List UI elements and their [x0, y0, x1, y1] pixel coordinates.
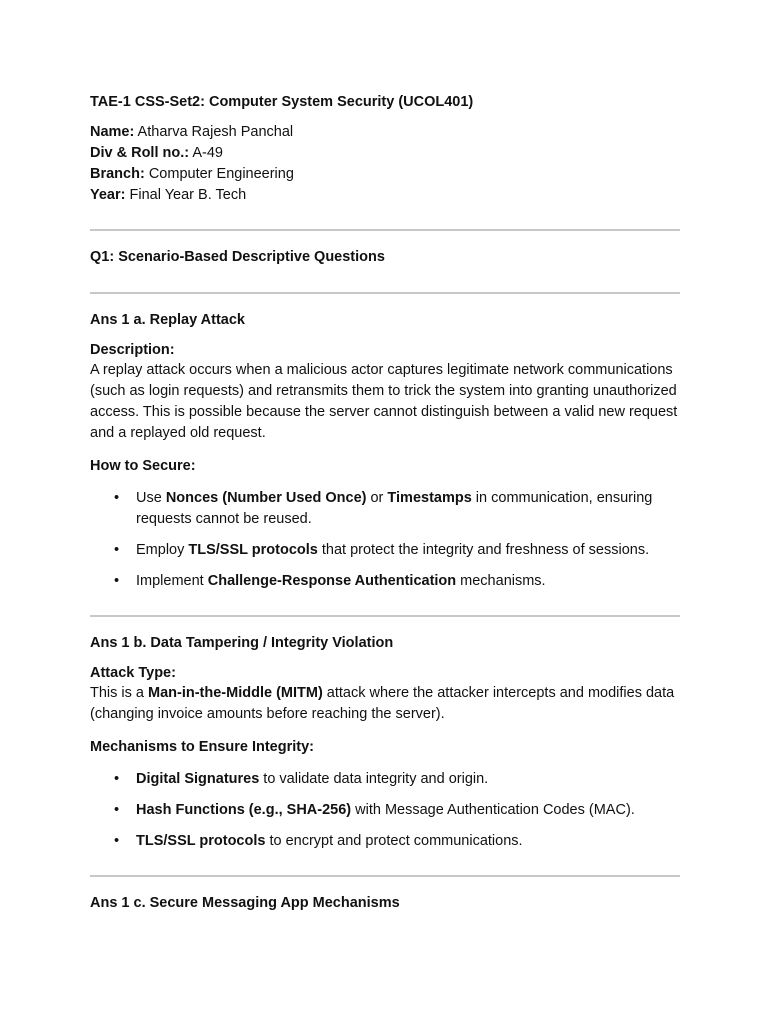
ans1a-heading: Ans 1 a. Replay Attack: [90, 312, 245, 328]
secure-bullet-list: [90, 488, 680, 592]
branch-label: Branch:: [90, 166, 145, 182]
q1-heading: Q1: Scenario-Based Descriptive Questions: [90, 249, 385, 265]
integrity-bullet-list: [90, 769, 680, 852]
text-run: to encrypt and protect communications.: [265, 833, 523, 849]
div-roll-value: A-49: [189, 145, 223, 161]
div-roll: [90, 143, 680, 164]
document-title: TAE-1 CSS-Set2: Computer System Security (UCOL401): [90, 94, 474, 110]
student-name: [90, 122, 680, 143]
name-label: Name:: [90, 124, 135, 140]
branch: [90, 164, 680, 185]
how-to-secure-label: How to Secure:: [90, 458, 196, 474]
bullet-icon: •: [114, 833, 120, 849]
bold-text: TLS/SSL protocols: [136, 833, 266, 849]
bullet-item: [90, 831, 680, 852]
text-run: This is a: [90, 685, 149, 701]
bullet-item: [90, 540, 680, 561]
text-run: in communication, ensuring requests cannot be reused.: [136, 490, 653, 527]
bold-text: Man-in-the-Middle (MITM): [148, 685, 323, 701]
ans1c-heading: Ans 1 c. Secure Messaging App Mechanisms: [90, 895, 400, 911]
text-run: to validate data integrity and origin.: [259, 771, 489, 787]
year-label: Year:: [90, 187, 126, 203]
bold-text: Nonces (Number Used Once): [165, 490, 367, 506]
document-content: [90, 92, 680, 913]
attack-type-label: Attack Type:: [90, 665, 176, 681]
text-run: or: [366, 490, 388, 506]
divider: [90, 292, 680, 294]
divider: [90, 875, 680, 877]
name-value: Atharva Rajesh Panchal: [134, 124, 294, 140]
student-info: [90, 122, 680, 206]
bullet-item: [90, 571, 680, 592]
text-run: attack where the attacker intercepts and modifies data (changing invoice amounts before reaching the server).: [90, 685, 675, 722]
bullet-item: [90, 488, 680, 530]
bullet-item: [90, 769, 680, 790]
year-value: Final Year B. Tech: [125, 187, 247, 203]
ans1b-heading: Ans 1 b. Data Tampering / Integrity Violation: [90, 635, 394, 651]
divider: [90, 615, 680, 617]
bold-text: TLS/SSL protocols: [188, 542, 318, 558]
divider: [90, 229, 680, 231]
text-run: Employ: [136, 542, 189, 558]
bullet-icon: •: [114, 802, 120, 818]
text-run: Implement: [136, 573, 208, 589]
text-run: mechanisms.: [456, 573, 546, 589]
bullet-icon: •: [114, 771, 120, 787]
description-label: Description:: [90, 342, 175, 358]
description-text: A replay attack occurs when a malicious actor captures legitimate network communications (such as login requests) and retransmits them to trick the system into granting unauthorized access. This is possible because the server cannot distinguish between a valid new request and a replayed old request.: [90, 362, 678, 441]
bold-text: Hash Functions (e.g., SHA-256): [136, 802, 352, 818]
bold-text: Timestamps: [387, 490, 472, 506]
branch-value: Computer Engineering: [144, 166, 294, 182]
bullet-icon: •: [114, 542, 120, 558]
bold-text: Digital Signatures: [136, 771, 260, 787]
text-run: that protect the integrity and freshness of sessions.: [317, 542, 650, 558]
mechanisms-label: Mechanisms to Ensure Integrity:: [90, 739, 314, 755]
year: [90, 185, 680, 206]
bullet-item: [90, 800, 680, 821]
div-roll-label: Div & Roll no.:: [90, 145, 190, 161]
bullet-icon: •: [114, 573, 120, 589]
attack-type-text: [90, 683, 680, 725]
text-run: Use: [136, 490, 166, 506]
bold-text: Challenge-Response Authentication: [207, 573, 457, 589]
bullet-icon: •: [114, 490, 120, 506]
text-run: with Message Authentication Codes (MAC).: [351, 802, 635, 818]
